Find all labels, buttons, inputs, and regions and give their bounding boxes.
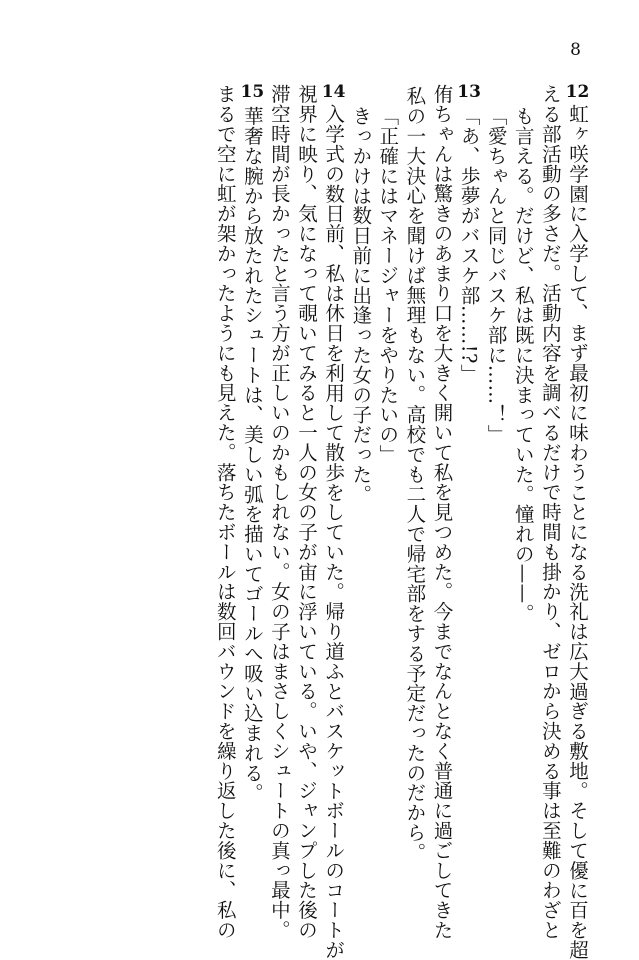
text-line: 視界に映り、気になって覗いてみると一人の女の子が宙に浮いている。いや、ジャンプした後の — [295, 84, 319, 940]
text-line: 侑ちゃんは驚きのあまり口を大きく開いて私を見つめた。今までなんとなく普通に過ごしてきた — [430, 84, 454, 940]
text-column — [510, 82, 537, 862]
section-number: 13 — [457, 82, 481, 102]
text-column — [347, 82, 374, 862]
section-14 — [266, 82, 347, 960]
text-column — [374, 82, 401, 862]
text-line: 私の一大決心を聞けば無理もない。高校でも二人で帰宅部をする予定だったのだから。 — [403, 85, 427, 862]
text-column — [483, 82, 510, 862]
text-line: 虹ヶ咲学園に入学して、まず最初に味わうことになる洗礼は広大過ぎる敷地。そして優に百を超 — [565, 104, 589, 960]
text-line: 「愛ちゃんと同じバスケ部に……！」 — [484, 106, 508, 445]
text-column — [266, 82, 293, 940]
text-column — [401, 82, 428, 862]
text-column — [293, 82, 320, 940]
text-column — [456, 82, 483, 862]
section-13 — [347, 82, 482, 940]
text-column — [239, 82, 266, 862]
sections — [48, 82, 591, 960]
page-number: 8 — [570, 40, 581, 60]
text-line: まるで空に虹が架かったようにも見えた。落ちたボールは数回バウンドを繰り返した後に、私の — [213, 84, 237, 940]
section-12 — [483, 82, 591, 960]
text-column — [428, 82, 455, 940]
text-line: 「正確にはマネージャーをやりたいの」 — [376, 106, 400, 465]
text-line: 華奢な腕から放たれたシュートは、美しい弧を描いてゴールへ吸い込まれる。 — [240, 106, 264, 803]
text-line: 「あ、歩夢がバスケ部……!?」 — [457, 106, 481, 384]
text-line: 入学式の数日前、私は休日を利用して散歩をしていた。帰り道ふとバスケットボールのコートが — [322, 104, 346, 960]
section-15 — [212, 82, 266, 940]
section-number: 14 — [321, 82, 346, 102]
text-column — [212, 82, 239, 940]
vertical-text-body — [48, 82, 591, 960]
section-number: 15 — [240, 82, 265, 102]
text-line: も言える。だけど、私は既に決まっていた。憧れの——。 — [511, 106, 535, 624]
text-line: きっかけは数日前に出逢った女の子だった。 — [349, 106, 373, 504]
text-column — [564, 82, 591, 960]
text-column — [320, 82, 347, 960]
text-line: える部活動の多さだ。活動内容を調べるだけで時間も掛かり、ゼロから決める事は至難のわざと — [538, 84, 562, 940]
text-line: 滞空時間が長かったと言う方が正しいのかもしれない。女の子はまさしくシュートの真っ最中。 — [267, 84, 291, 940]
section-number: 12 — [565, 82, 590, 102]
text-column — [537, 82, 564, 940]
